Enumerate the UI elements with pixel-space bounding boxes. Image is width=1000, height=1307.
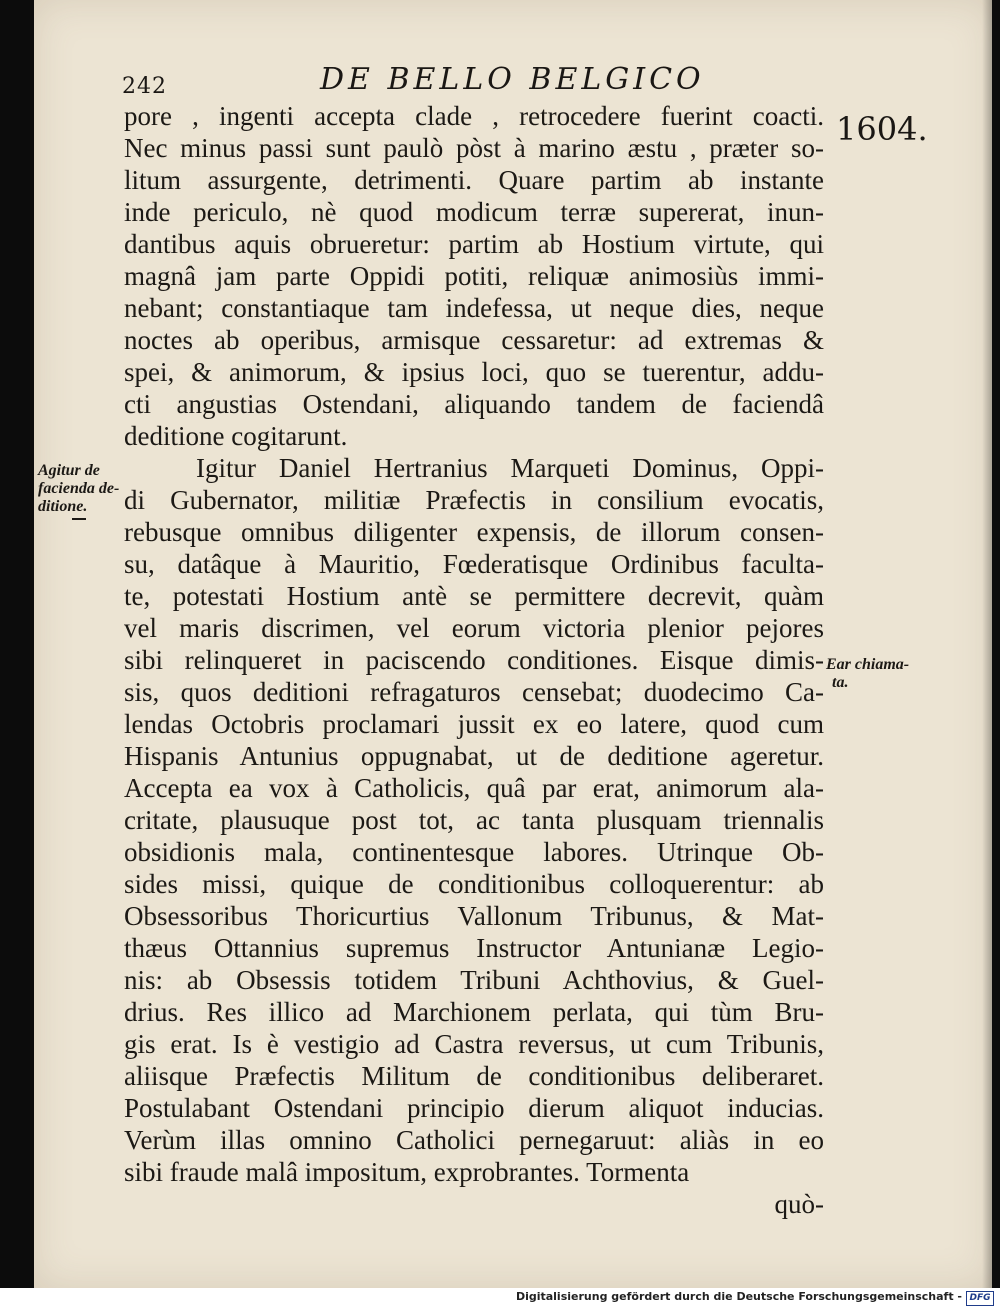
text-line: sibi relinqueret in paciscendo conditiones. Eisque dimis-: [124, 645, 824, 675]
text-line: rebusque omnibus diligenter expensis, de illorum consen-: [124, 517, 824, 547]
text-line: Obsessoribus Thoricurtius Vallonum Tribunus, & Mat-: [124, 901, 824, 931]
text-line: Nec minus passi sunt paulò pòst à marino æstu , præter so-: [124, 133, 824, 163]
text-line: sides missi, quique de conditionibus colloquerentur: ab: [124, 869, 824, 899]
catchword: quò-: [774, 1189, 824, 1219]
text-line: dantibus aquis obrueretur: partim ab Hostium virtute, qui: [124, 229, 824, 259]
body-text: [124, 100, 824, 1220]
text-line: spei, & animorum, & ipsius loci, quo se tuerentur, addu-: [124, 357, 824, 387]
digitization-footer: [0, 1288, 1000, 1307]
text-line: Verùm illas omnino Catholici pernegaruut: aliàs in eo: [124, 1125, 824, 1155]
text-line: noctes ab operibus, armisque cessaretur: ad extremas &: [124, 325, 824, 355]
running-head: DE BELLO BELGICO: [320, 62, 705, 97]
text-line: magnâ jam parte Oppidi potiti, reliquæ animosiùs immi-: [124, 261, 824, 291]
marginal-note-line: ta.: [832, 674, 849, 691]
marginal-note-line: Agitur de: [38, 462, 100, 479]
marginal-note-left: [38, 462, 128, 520]
text-line: obsidionis mala, continentesque labores. Utrinque Ob-: [124, 837, 824, 867]
marginal-year: 1604.: [836, 110, 928, 148]
marginal-note-line: facienda de-: [38, 480, 120, 497]
footer-text: Digitalisierung gefördert durch die Deutsche Forschungsgemeinschaft -: [515, 1290, 962, 1303]
text-line: Postulabant Ostendani principio dierum aliquot inducias.: [124, 1093, 824, 1123]
text-line: sibi fraude malâ impositum, exprobrantes. Tormenta: [124, 1157, 690, 1187]
text-line: thæus Ottannius supremus Instructor Antunianæ Legio-: [124, 933, 824, 963]
text-line: inde periculo, nè quod modicum terræ supererat, inun-: [124, 197, 824, 227]
marginal-note-line: Ear chiama-: [826, 656, 910, 673]
marginal-note-right: [826, 656, 936, 692]
marginal-note-line: ditione.: [38, 498, 88, 515]
text-line: cti angustias Ostendani, aliquando tandem de faciendâ: [124, 389, 824, 419]
text-line: lendas Octobris proclamari jussit ex eo latere, quod cum: [124, 709, 824, 739]
text-line: vel maris discrimen, vel eorum victoria plenior pejores: [124, 613, 824, 643]
page-number: 242: [122, 74, 167, 99]
text-line: critate, plausuque post tot, ac tanta plusquam triennalis: [124, 805, 824, 835]
text-line: nebant; constantiaque tam indefessa, ut neque dies, neque: [124, 293, 824, 323]
text-line: drius. Res illico ad Marchionem perlata, qui tùm Bru-: [124, 997, 824, 1027]
text-line: su, datâque à Mauritio, Fœderatisque Ordinibus faculta-: [124, 549, 824, 579]
text-line: di Gubernator, militiæ Præfectis in consilium evocatis,: [124, 485, 824, 515]
paragraph-start-line: Igitur Daniel Hertranius Marqueti Dominus, Oppi-: [196, 453, 824, 483]
text-line: te, potestati Hostium antè se permittere decrevit, quàm: [124, 581, 824, 611]
text-line: gis erat. Is è vestigio ad Castra reversus, ut cum Tribunis,: [124, 1029, 824, 1059]
text-line: aliisque Præfectis Militum de conditionibus deliberaret.: [124, 1061, 824, 1091]
text-line: pore , ingenti accepta clade , retrocedere fuerint coacti.: [124, 101, 824, 131]
text-line: Hispanis Antunius oppugnabat, ut de deditione ageretur.: [124, 741, 824, 771]
gutter-shadow: [982, 0, 992, 1288]
text-line: deditione cogitarunt.: [124, 421, 348, 451]
marginal-dash: [72, 518, 86, 520]
text-line: nis: ab Obsessis totidem Tribuni Achthovius, & Guel-: [124, 965, 824, 995]
text-line: litum assurgente, detrimenti. Quare partim ab instante: [124, 165, 824, 195]
text-line: sis, quos deditioni refragaturos censebat; duodecimo Ca-: [124, 677, 824, 707]
dfg-logo-icon: DFG: [966, 1291, 994, 1306]
text-line: Accepta ea vox à Catholicis, quâ par erat, animorum ala-: [124, 773, 824, 803]
